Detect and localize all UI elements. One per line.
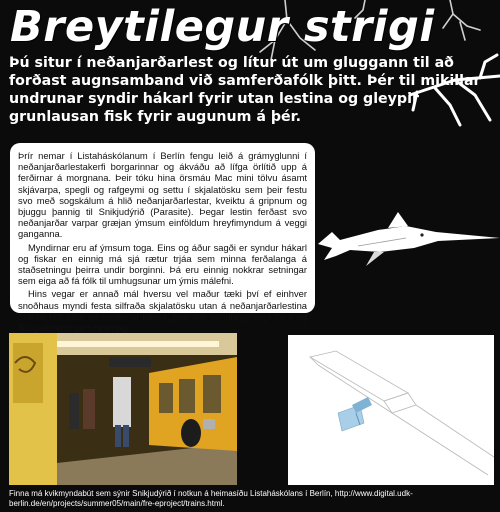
body-paragraph-2: Myndirnar eru af ýmsum toga. Eins og áður sagði er syndur hákarl og fiskar en einnig má sjá rætur trjáa sem minna ferðalanga á staðsetningu þeirra undir borginni. Þá eru einnig nokkrar setningar sem eiga að fá fólk til umhugsunar um ýmis málefni. (18, 241, 307, 287)
article-title: Breytilegur strigi (10, 2, 435, 52)
photo-caption: Finna má kvikmyndabút sem sýnir Snikjudýrið í notkun á heimasíðu Listaháskólans í Berlín, http://www.digital.udk-berlin.de/en/projects/summer05/main/fre-eproject/trains.html. (9, 489, 413, 508)
swordfish-illustration (318, 208, 500, 270)
article-lead: Þú situr í neðanjarðarlest og lítur út um gluggann til að forðast augnsamband við samferðafólk þitt. Þér til mikillar undrunar syndir hákarl fyrir utan lestina og gleypir grunlausan fisk fyrir augunum á þér. (9, 55, 481, 125)
subway-photo (9, 333, 237, 485)
article-body-box (10, 143, 315, 334)
body-paragraph-3: Hins vegar er annað mál hversu vel maður tæki því ef einhver snoðhaus myndi festa silfraða skjalatösku utan á neðanjarðarlestina manns rétt áður en hurðirnar lokast, það yrði sennilega uppi fótur og fit og almenn geðshræring. (18, 288, 307, 334)
body-paragraph-1: Þrír nemar í Listaháskólanum í Berlín fengu leið á grámyglunni í neðanjarðarlestakerfi borgarinnar og ákváðu að lífga örlítið upp á ferðirnar á morgnana. Þeir tóku hina örsmáu Mac mini tölvu ásamt skjávarpa, spegli og rafgeymi og settu í skjalatösku sem þeir festu svo með sogskálum á hlið neðanjarðarlestar, kveiktu á gripnum og bjuggu þannig til Snikjudýrið (Parasite). Þegar lestin ferðast svo neðanjarðar varpar græjan ýmsum einföldum hreyfimyndum á veggi ganganna. (18, 150, 307, 240)
projector-diagram (288, 335, 494, 485)
